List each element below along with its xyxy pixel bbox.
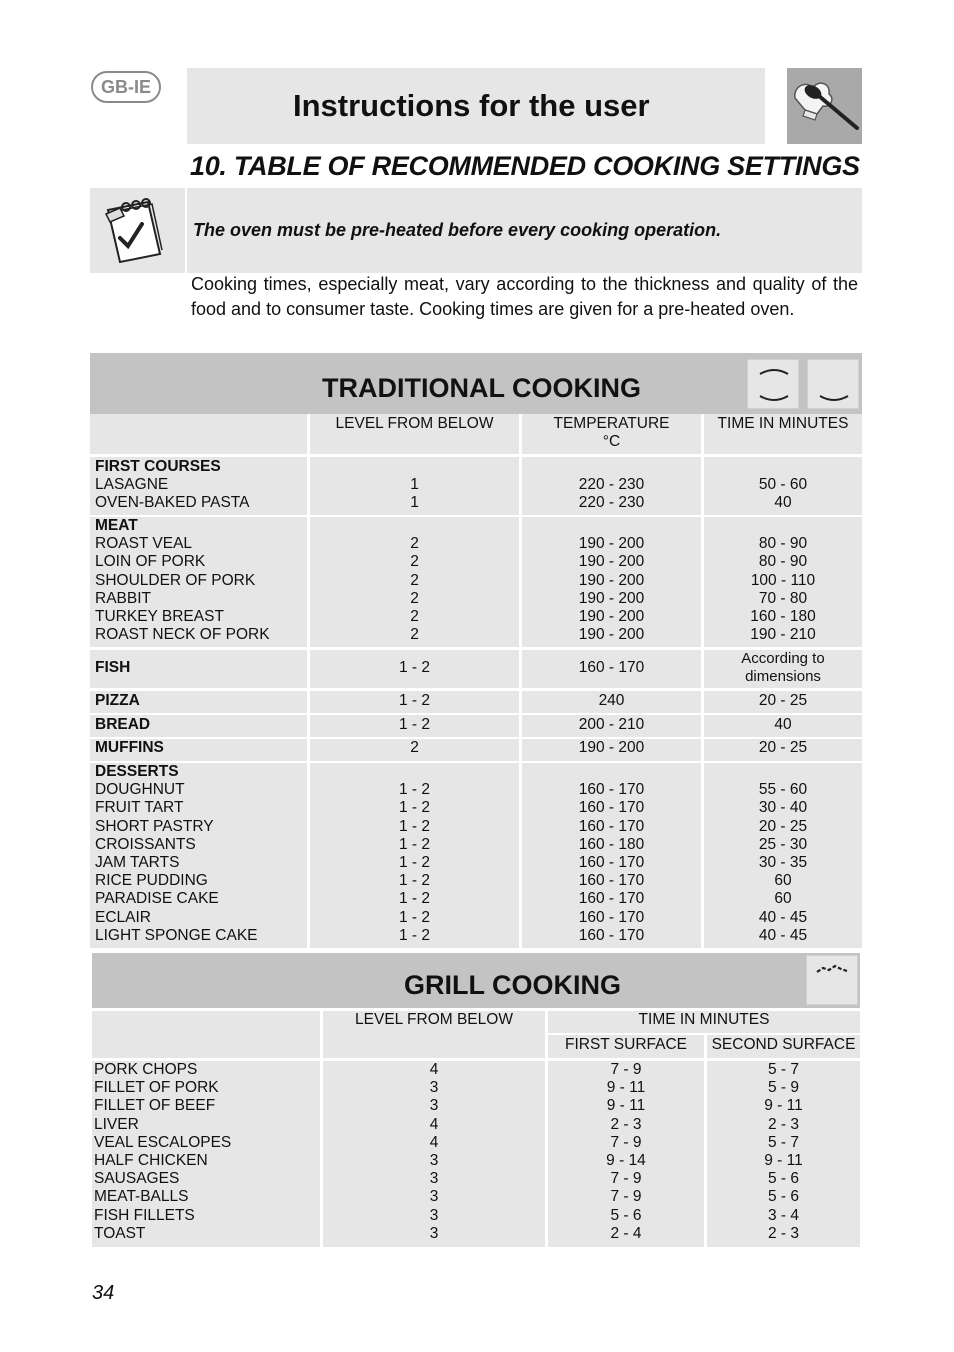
category-label: FISH <box>95 659 131 676</box>
level-values: 2 2 2 2 2 2 <box>410 535 419 644</box>
grill-level-values: 4 3 3 4 4 3 3 3 3 3 <box>429 1061 439 1242</box>
table-row <box>90 650 307 688</box>
grill-second-values: 5 - 7 5 - 9 9 - 11 2 - 3 5 - 7 9 - 11 5 - 6 5 - 6 3 - 4 2 - 3 <box>764 1061 803 1242</box>
category-label: DESSERTS <box>95 763 179 780</box>
level-values: 2 <box>410 739 419 756</box>
header-time-label: TIME IN MINUTES <box>717 415 849 432</box>
level-values: 1 - 2 <box>398 659 430 676</box>
header-title-bar <box>187 68 765 144</box>
temperature-values: 190 - 200 190 - 200 190 - 200 190 - 200 190 - 200 190 - 200 <box>578 535 645 644</box>
time-values: 20 - 25 <box>758 739 808 756</box>
time-cell <box>704 691 862 713</box>
temperature-cell <box>522 650 701 688</box>
bottom-heat-icon <box>807 359 859 409</box>
header-temperature <box>522 414 701 454</box>
grill-level-cell <box>323 1061 545 1247</box>
page-number: 34 <box>92 1282 115 1304</box>
level-cell <box>310 650 519 688</box>
table-row <box>90 517 307 647</box>
time-values: 80 - 90 80 - 90 100 - 110 70 - 80 160 - 180 190 - 210 <box>750 535 816 644</box>
category-label: MUFFINS <box>95 739 164 756</box>
section-title: 10. TABLE OF RECOMMENDED COOKING SETTINGS <box>190 151 860 181</box>
time-values: 55 - 60 30 - 40 20 - 25 25 - 30 30 - 35 60 60 40 - 45 40 - 45 <box>758 781 808 944</box>
grill-cooking-title: GRILL COOKING <box>404 970 622 1000</box>
temperature-values: 190 - 200 <box>578 739 645 756</box>
grill-dish-names: PORK CHOPS FILLET OF PORK FILLET OF BEEF LIVER VEAL ESCALOPES HALF CHICKEN SAUSAGES MEAT-BALLS FISH FILLETS TOAST <box>94 1061 232 1242</box>
table-row <box>90 763 307 948</box>
level-cell <box>310 691 519 713</box>
temperature-cell <box>522 691 701 713</box>
language-badge-label: GB-IE <box>100 76 151 97</box>
time-values: 20 - 25 <box>758 692 808 709</box>
level-cell <box>310 715 519 737</box>
grill-header-time <box>548 1011 860 1033</box>
grill-header-second-label: SECOND SURFACE <box>711 1036 856 1053</box>
temperature-values: 160 - 170 160 - 170 160 - 170 160 - 180 160 - 170 160 - 170 160 - 170 160 - 170 160 - 170 <box>578 781 645 944</box>
category-label: FIRST COURSES <box>95 458 221 475</box>
spoon-and-chef-hat-icon <box>787 68 862 144</box>
time-cell <box>704 763 862 948</box>
table-header-cell-blank <box>90 414 307 454</box>
grill-first-surface-cell <box>548 1061 704 1247</box>
grill-element-icon <box>806 955 858 1005</box>
temperature-values: 200 - 210 <box>578 716 645 733</box>
temperature-values: 220 - 230 220 - 230 <box>578 476 645 512</box>
grill-second-surface-cell <box>707 1061 860 1247</box>
time-values: 50 - 60 40 <box>758 476 808 512</box>
level-cell <box>310 517 519 647</box>
level-values: 1 - 2 <box>398 716 430 733</box>
grill-dish-list <box>92 1061 320 1247</box>
time-cell <box>704 715 862 737</box>
time-values: 40 <box>774 716 792 733</box>
temperature-values: 160 - 170 <box>578 659 645 676</box>
level-cell <box>310 763 519 948</box>
grill-header-first-surface <box>548 1035 704 1058</box>
grill-header-blank <box>92 1011 320 1058</box>
temperature-values: 240 <box>598 692 625 709</box>
temperature-cell <box>522 517 701 647</box>
grill-header-level <box>323 1011 545 1058</box>
time-values: According to dimensions <box>741 650 825 686</box>
table-row <box>90 691 307 713</box>
preheat-note-text: The oven must be pre-heated before every cooking operation. <box>193 220 722 240</box>
header-level <box>310 414 519 454</box>
time-cell <box>704 650 862 688</box>
table-row <box>90 715 307 737</box>
level-cell <box>310 457 519 515</box>
intro-paragraph: Cooking times, especially meat, vary according to the thickness and quality of the food and to consumer taste. Cooking times are given for a pre-heated oven. <box>191 274 858 319</box>
category-label: BREAD <box>95 716 151 733</box>
level-values: 1 - 2 <box>398 692 430 709</box>
top-bottom-heat-icon <box>747 359 799 409</box>
level-values: 1 - 2 1 - 2 1 - 2 1 - 2 1 - 2 1 - 2 1 - 2 1 - 2 1 - 2 <box>398 781 430 944</box>
time-cell <box>704 517 862 647</box>
category-label: PIZZA <box>95 692 140 709</box>
dish-list: ROAST VEAL LOIN OF PORK SHOULDER OF PORK RABBIT TURKEY BREAST ROAST NECK OF PORK <box>95 535 270 644</box>
header-time <box>704 414 862 454</box>
preheat-note <box>187 188 862 273</box>
time-cell <box>704 739 862 761</box>
time-cell <box>704 457 862 515</box>
page-title: Instructions for the user <box>293 88 650 123</box>
level-values: 1 1 <box>410 476 419 512</box>
grill-header-time-label: TIME IN MINUTES <box>638 1011 770 1028</box>
traditional-cooking-title: TRADITIONAL COOKING <box>322 373 641 403</box>
grill-header-first-label: FIRST SURFACE <box>564 1036 687 1053</box>
header-temperature-label: TEMPERATURE °C <box>553 415 670 450</box>
level-cell <box>310 739 519 761</box>
table-row <box>90 739 307 761</box>
header-level-label: LEVEL FROM BELOW <box>335 415 494 432</box>
grill-header-second-surface <box>707 1035 860 1058</box>
temperature-cell <box>522 715 701 737</box>
language-badge <box>91 71 161 103</box>
grill-first-values: 7 - 9 9 - 11 9 - 11 2 - 3 7 - 9 9 - 14 7 - 9 7 - 9 5 - 6 2 - 4 <box>606 1061 646 1242</box>
dish-list: LASAGNE OVEN-BAKED PASTA <box>95 476 250 512</box>
table-row <box>90 457 307 515</box>
temperature-cell <box>522 739 701 761</box>
checklist-note-icon <box>90 188 185 273</box>
temperature-cell <box>522 457 701 515</box>
dish-list: DOUGHNUT FRUIT TART SHORT PASTRY CROISSANTS JAM TARTS RICE PUDDING PARADISE CAKE ECLAIR LIGHT SPONGE CAKE <box>95 781 258 944</box>
temperature-cell <box>522 763 701 948</box>
category-label: MEAT <box>95 517 138 534</box>
grill-header-level-label: LEVEL FROM BELOW <box>355 1011 513 1028</box>
